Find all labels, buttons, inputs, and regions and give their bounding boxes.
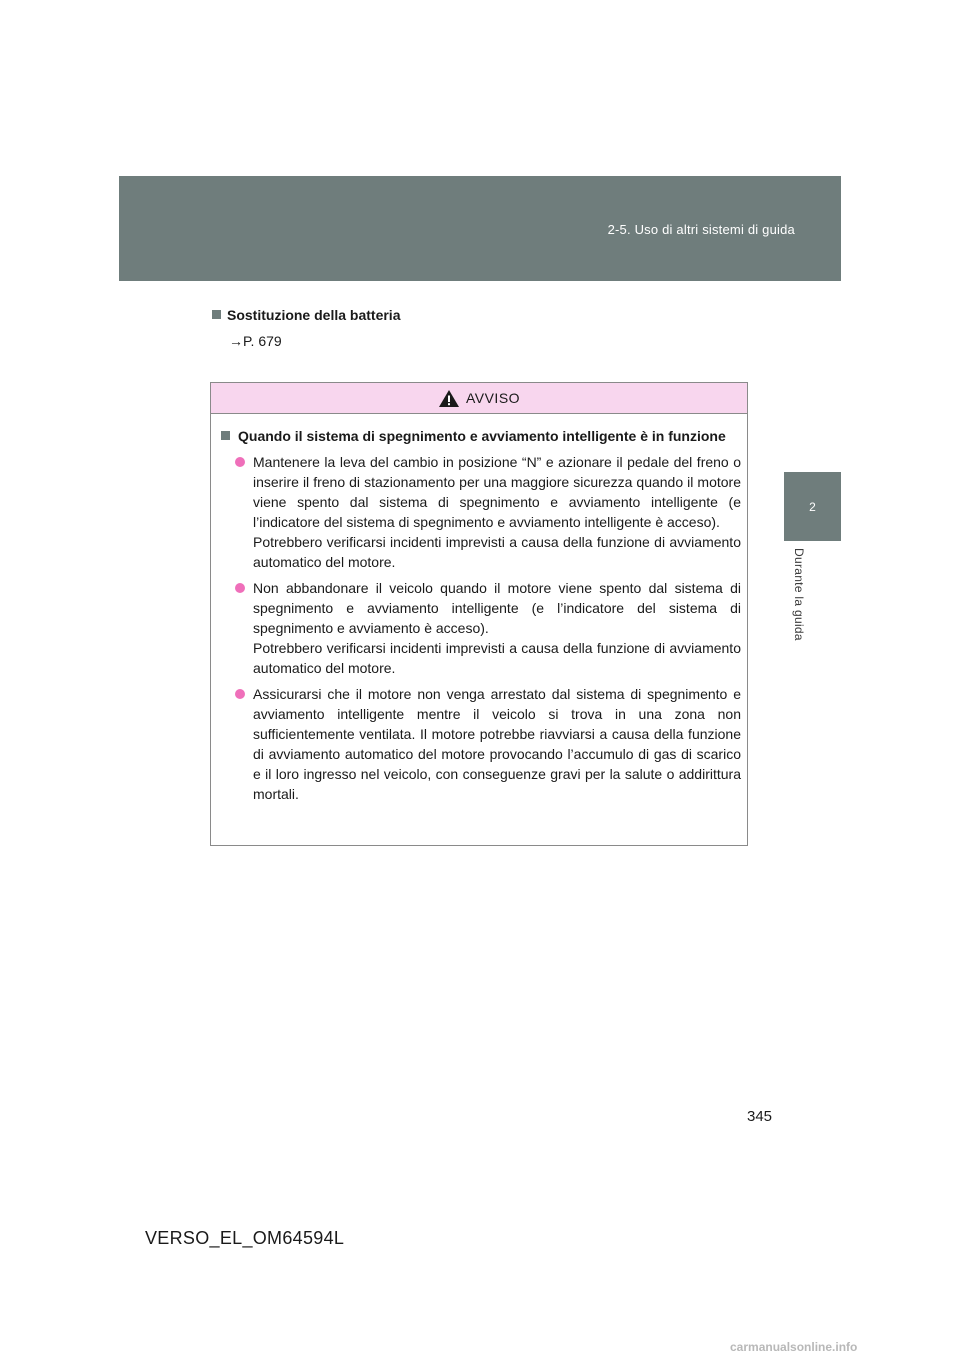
chapter-number: 2	[809, 499, 816, 514]
warning-header	[211, 383, 747, 414]
warning-bullet	[221, 578, 741, 678]
bullet-dot-icon	[235, 689, 245, 699]
warning-triangle-icon	[438, 389, 460, 408]
warning-body	[211, 414, 747, 804]
bullet-text: Assicurarsi che il motore non venga arrestato dal sistema di spegnimento e avviamento intelligente mentre il veicolo si trova in una zona non sufficientemente ventilata. Il motore potrebbe riavviarsi a causa della funzione di avviamento automatico del motore provocando l’accumulo di gas di scarico e il loro ingresso nel veicolo, con conseguenze gravi per la salute o addirittura mortali.	[253, 686, 741, 802]
bullet-text: Non abbandonare il veicolo quando il motore viene spento dal sistema di spegnimento e avviamento intelligente (e l’indicatore del sistema di spegnimento e avviamento è acceso).	[253, 580, 741, 636]
warning-heading-text: Quando il sistema di spegnimento e avviamento intelligente è in funzione	[238, 428, 726, 444]
section-heading	[212, 307, 400, 323]
chapter-tab	[784, 472, 841, 541]
section-title: 2-5. Uso di altri sistemi di guida	[607, 222, 795, 237]
chapter-label: Durante la guida	[792, 548, 806, 641]
page-reference-link[interactable]: →P. 679	[229, 333, 282, 349]
section-heading-text: Sostituzione della batteria	[227, 307, 401, 323]
bullet-dot-icon	[235, 583, 245, 593]
square-bullet-icon	[221, 431, 230, 440]
warning-title: AVVISO	[465, 390, 521, 406]
warning-box	[210, 382, 748, 846]
warning-bullet	[221, 452, 741, 572]
page-number: 345	[747, 1108, 773, 1125]
warning-bullet	[221, 684, 741, 804]
bullet-text-consequence: Potrebbero verificarsi incidenti imprevisti a causa della funzione di avviamento automatico del motore.	[253, 534, 741, 570]
document-id: VERSO_EL_OM64594L	[145, 1228, 345, 1248]
header-band	[119, 176, 841, 281]
watermark: carmanualsonline.info	[730, 1340, 858, 1354]
bullet-dot-icon	[235, 457, 245, 467]
bullet-text-consequence: Potrebbero verificarsi incidenti imprevisti a causa della funzione di avviamento automatico del motore.	[253, 640, 741, 676]
warning-heading	[221, 426, 741, 446]
bullet-text: Mantenere la leva del cambio in posizione “N” e azionare il pedale del freno o inserire il freno di stazionamento per una maggiore sicurezza quando il motore viene spento dal sistema di spegnimento e avviamento intelligente (e l’indicatore del sistema di spegnimento e avviamento intelligente è acceso).	[253, 454, 741, 530]
square-bullet-icon	[212, 310, 221, 319]
